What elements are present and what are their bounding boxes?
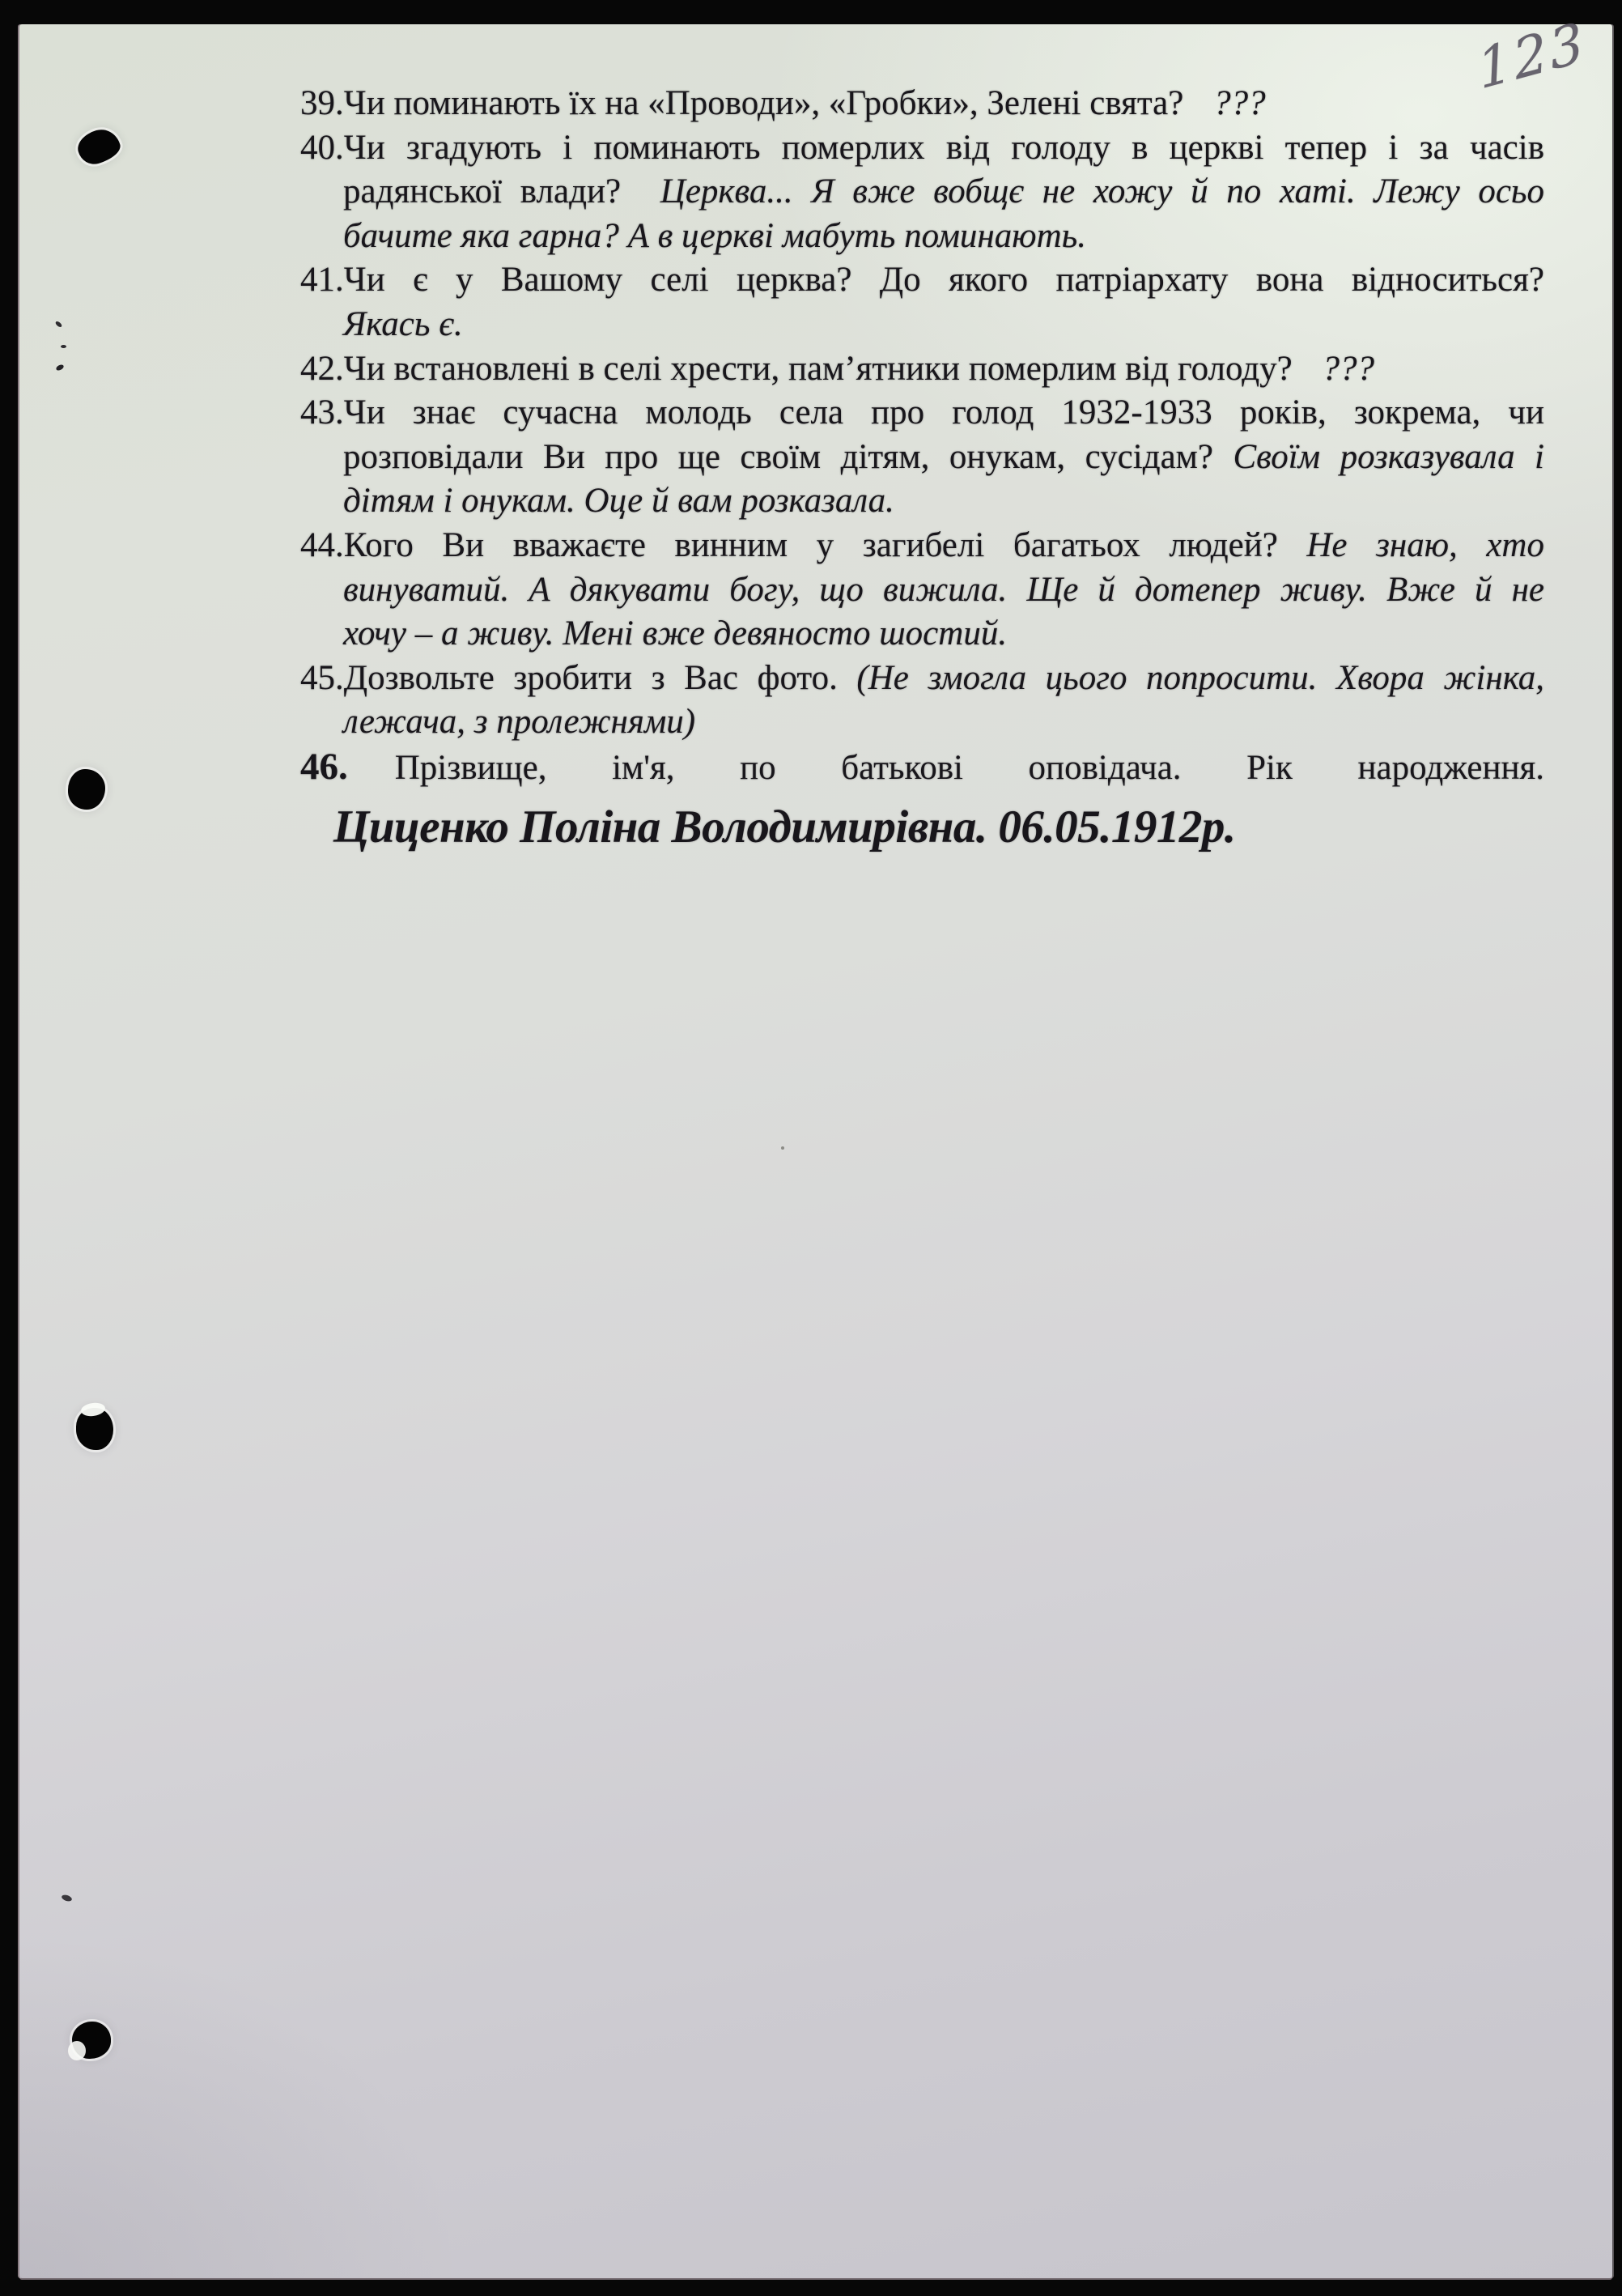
handwritten-page-number: 123 [1473,10,1590,102]
questionnaire-text [300,82,1544,852]
question-45-line-2 [300,700,1544,745]
question-46 [300,745,1544,791]
paper-speck [781,1146,784,1150]
answer-text: (Не змогла цього попросити. Хвора жінка, [856,658,1544,697]
question-text: Дозвольте зробити з Вас фото. [343,658,838,697]
question-text: розповідали Ви про ще своїм дітям, онукам, сусідам? [343,437,1213,476]
punch-hole [68,769,105,810]
question-text: Чи встановлені в селі хрести, пам’ятники померлим від голоду? [343,349,1293,388]
item-number: 40. [300,128,344,167]
paper-speck [61,1894,73,1903]
item-number: 46. [300,745,348,788]
question-41 [300,258,1544,303]
question-44-line-1 [300,524,1544,568]
question-44-line-3 [300,612,1544,657]
answer-text: дітям і онукам. Оце й вам розказала. [343,482,894,521]
punch-hole [72,2022,111,2059]
answer-text: Своїм розказувала і [1233,437,1544,476]
question-44-line-2 [300,568,1544,613]
question-40-line-1 [300,126,1544,171]
item-number: 42. [300,349,344,388]
question-43-line-3 [300,479,1544,524]
answer-text: Якась є. [343,304,463,343]
question-45-line-1 [300,657,1544,701]
question-40-line-3 [300,215,1544,259]
answer-text: Не знаю, хто [1306,525,1544,564]
respondent-name-and-birthdate: Циценко Поліна Володимирівна. 06.05.1912р. [333,801,1236,852]
paper-speck [55,364,65,372]
answer-text: бачите яка гарна? А в церкві мабуть поминають. [343,216,1086,255]
punch-hole [76,1408,113,1450]
question-text: Чи знає сучасна молодь села про голод 1932-1933 років, зокрема, чи [343,393,1544,432]
item-number: 45. [300,658,344,697]
item-number: 41. [300,261,344,300]
answer-text: лежача, з пролежнями) [343,703,696,742]
answer-text: Церква... Я вже вобщє не хожу й по хаті. Лежу осьо [660,172,1545,211]
question-40-line-2 [300,170,1544,215]
question-39 [300,82,1544,126]
item-number: 43. [300,393,344,432]
item-number: 44. [300,525,344,564]
answer-text: ??? [1322,349,1374,388]
answer-text: ??? [1213,84,1266,122]
question-text: Чи є у Вашому селі церква? До якого патріархату вона відноситься? [343,261,1544,300]
question-text: радянської влади? [343,172,622,211]
question-text: Чи поминають їх на «Проводи», «Гробки», Зелені свята? [343,84,1184,122]
question-41-answer [300,303,1544,347]
item-number: 39. [300,84,344,122]
punch-hole [74,125,123,168]
question-42 [300,347,1544,392]
question-43-line-1 [300,391,1544,436]
paper-speck [61,345,66,348]
document-page [19,10,1612,2278]
paper-speck [54,321,62,329]
question-text: Чи згадують і поминають померлих від голоду в церкві тепер і за часів [343,128,1544,167]
question-text: Прізвище, ім'я, по батькові оповідача. Рік народження. [394,748,1544,787]
answer-text: винуватий. А дякувати богу, що вижила. Ще й дотепер живу. Вже й не [343,570,1544,609]
question-43-line-2 [300,436,1544,480]
answer-text: хочу – а живу. Мені вже девяносто шостий. [343,614,1008,653]
question-text: Кого Ви вважаєте винним у загибелі багатьох людей? [343,525,1278,564]
